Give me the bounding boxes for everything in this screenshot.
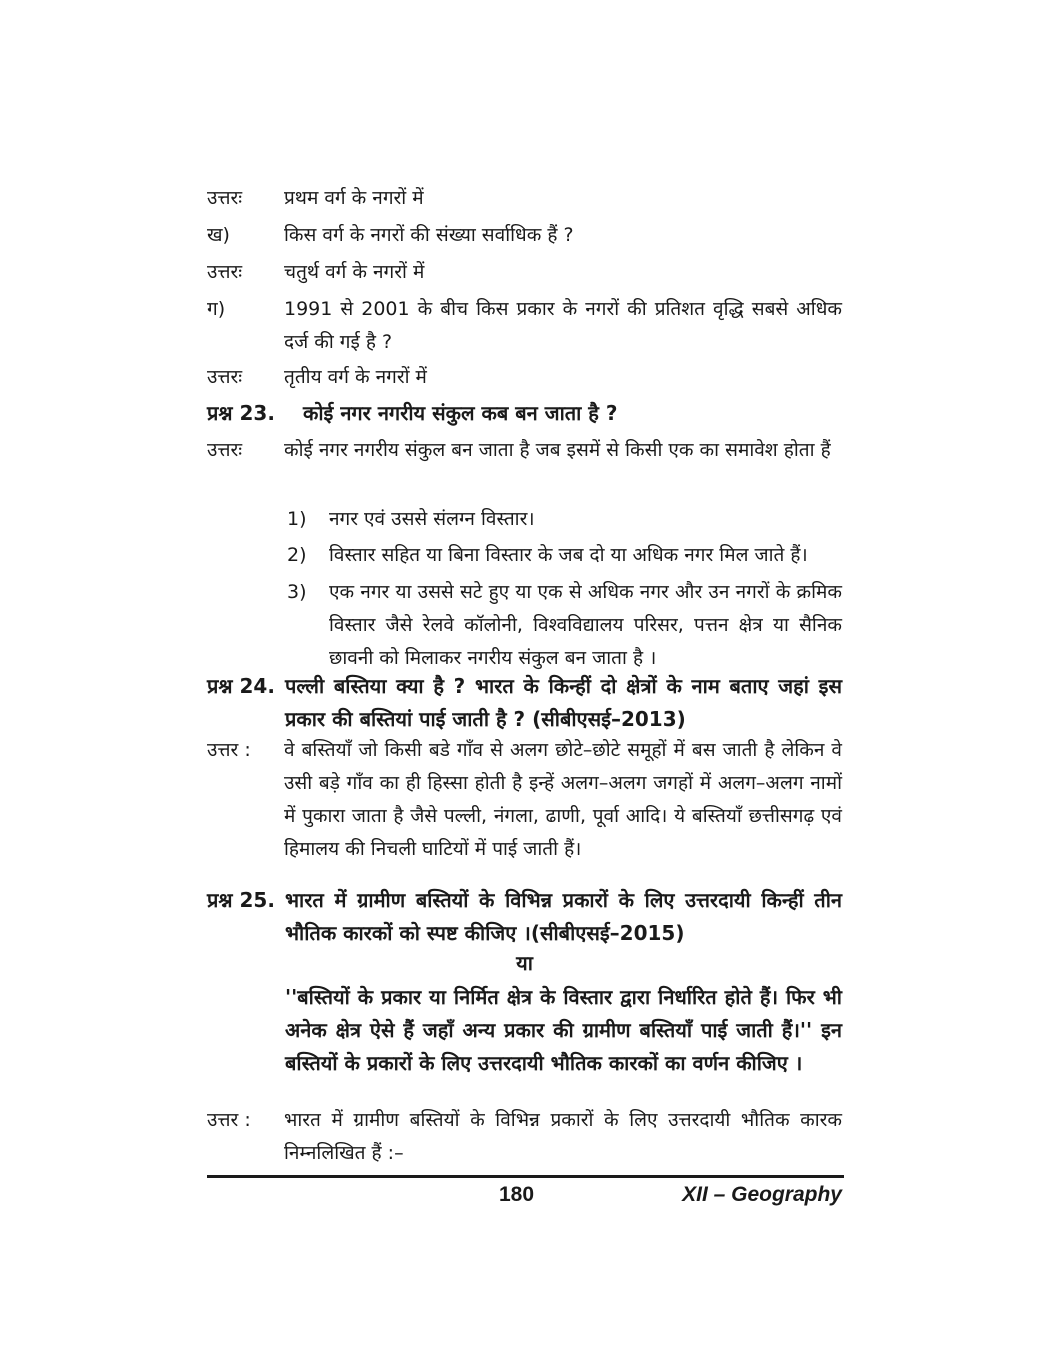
- list-item-text: नगर एवं उससे संलग्न विस्तार।: [329, 508, 535, 530]
- answer-label: उत्तरः: [207, 439, 243, 461]
- answer-row: [207, 361, 842, 394]
- answer-text: कोई नगर नगरीय संकुल बन जाता है जब इसमें से किसी एक का समावेश होता हैं: [284, 439, 831, 461]
- sub-question-label: ख): [207, 224, 230, 246]
- question-24: [207, 670, 842, 736]
- alternate-question: ''बस्तियों के प्रकार या निर्मित क्षेत्र के विस्तार द्वारा निर्धारित होते हैं। फिर भी अनेक क्षेत्र ऐसे हैं जहाँ अन्य प्रकार की ग्रामीण बस्तियाँ पाई जाती हैं।'' इन बस्तियों के प्रकारों के लिए उत्तरदायी भौतिक कारकों का वर्णन कीजिए ।: [285, 985, 842, 1075]
- question-25: [207, 884, 842, 950]
- answer-label: उत्तर :: [207, 739, 251, 761]
- list-item-number: 2): [287, 544, 307, 566]
- sub-question-text: 1991 से 2001 के बीच किस प्रकार के नगरों की प्रतिशत वृद्धि सबसे अधिक दर्ज की गई है ?: [284, 298, 842, 353]
- question-number: प्रश्न 23.: [207, 401, 275, 425]
- list-item-text: विस्तार सहित या बिना विस्तार के जब दो या अधिक नगर मिल जाते हैं।: [329, 544, 808, 566]
- list-item-number: 3): [287, 581, 307, 603]
- or-separator: या: [516, 951, 533, 975]
- sub-question-text: किस वर्ग के नगरों की संख्या सर्वाधिक हैं ?: [284, 224, 574, 246]
- sub-question-row: [207, 293, 842, 359]
- answer-label: उत्तरः: [207, 366, 243, 388]
- answer-text: भारत में ग्रामीण बस्तियों के विभिन्न प्रकारों के लिए उत्तरदायी भौतिक कारक निम्नलिखित हैं :–: [284, 1109, 842, 1164]
- question-text: कोई नगर नगरीय संकुल कब बन जाता है ?: [303, 401, 618, 425]
- answer-24: [207, 734, 842, 884]
- question-number: प्रश्न 25.: [207, 888, 275, 912]
- answer-row: [207, 256, 842, 289]
- question-text: पल्ली बस्तिया क्या है ? भारत के किन्हीं दो क्षेत्रों के नाम बताए जहां इस प्रकार की बस्तियां पाई जाती है ? (सीबीएसई–2013): [285, 674, 842, 731]
- subject-label: XII – Geography: [682, 1183, 842, 1206]
- question-23: [207, 397, 842, 430]
- answer-text: तृतीय वर्ग के नगरों में: [284, 366, 427, 388]
- footer-divider: [207, 1175, 844, 1178]
- answer-text: प्रथम वर्ग के नगरों में: [284, 187, 424, 209]
- sub-question-row: [207, 219, 842, 252]
- answer-25: [207, 1104, 842, 1170]
- answer-row: [207, 182, 842, 215]
- answer-text: चतुर्थ वर्ग के नगरों में: [284, 261, 425, 283]
- question-text: भारत में ग्रामीण बस्तियों के विभिन्न प्रकारों के लिए उत्तरदायी किन्हीं तीन भौतिक कारकों को स्पष्ट कीजिए ।(सीबीएसई–2015): [285, 888, 842, 945]
- sub-question-label: ग): [207, 298, 226, 320]
- answer-label: उत्तरः: [207, 261, 243, 283]
- answer-label: उत्तरः: [207, 187, 243, 209]
- list-item-number: 1): [287, 508, 307, 530]
- answer-label: उत्तर :: [207, 1109, 251, 1131]
- list-item-text: एक नगर या उससे सटे हुए या एक से अधिक नगर और उन नगरों के क्रमिक विस्तार जैसे रेलवे कॉलोनी, विश्वविद्यालय परिसर, पत्तन क्षेत्र या सैनिक छावनी को मिलाकर नगरीय संकुल बन जाता है ।: [329, 581, 842, 669]
- answer-23: [207, 434, 842, 500]
- answer-text: वे बस्तियाँ जो किसी बडे गाँव से अलग छोटे–छोटे समूहों में बस जाती है लेकिन वे उसी बड़े गाँव का ही हिस्सा होती है इन्हें अलग–अलग जगहों में अलग–अलग नामों में पुकारा जाता है जैसे पल्ली, नंगला, ढाणी, पूर्वा आदि। ये बस्तियाँ छत्तीसगढ़ एवं हिमालय की निचली घाटियों में पाई जाती हैं।: [284, 739, 842, 860]
- page-number: 180: [499, 1183, 535, 1206]
- question-number: प्रश्न 24.: [207, 674, 275, 698]
